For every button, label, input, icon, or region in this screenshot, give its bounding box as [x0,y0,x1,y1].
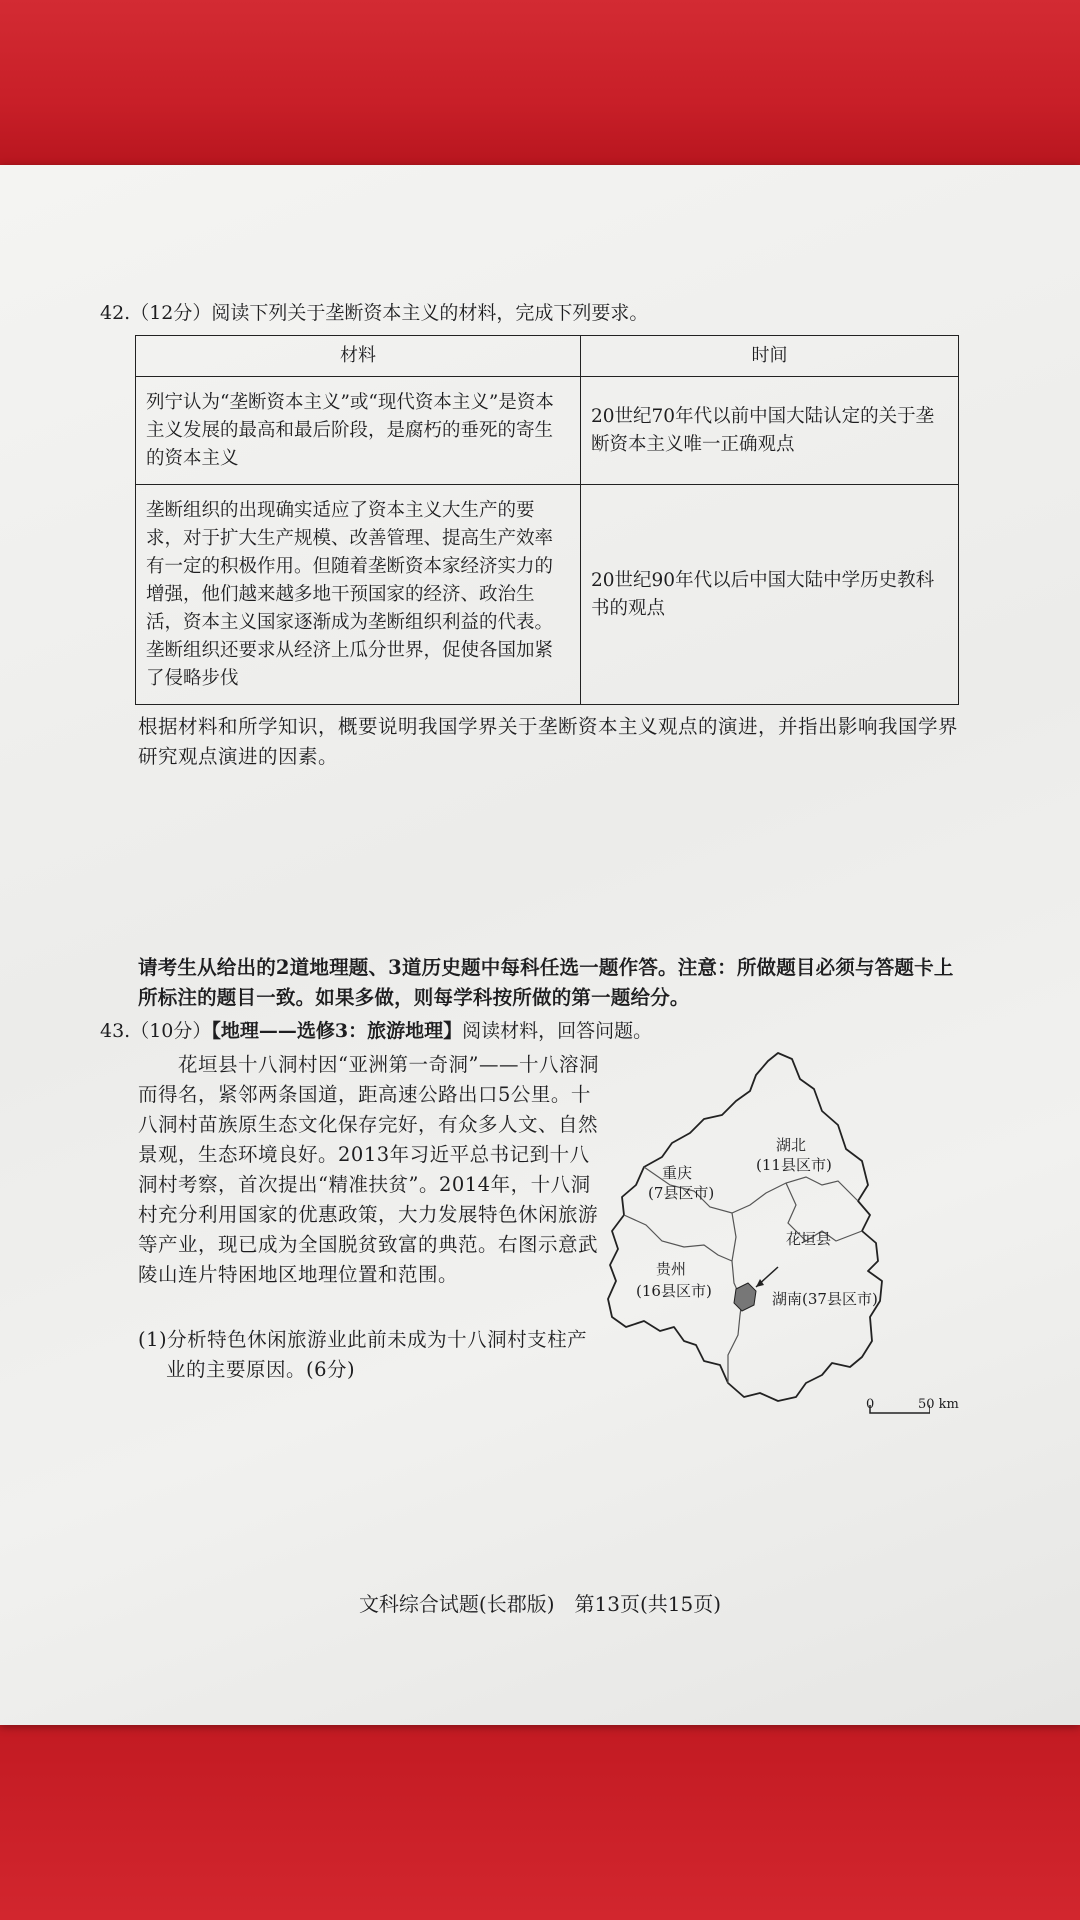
material-cell: 垄断组织的出现确实适应了资本主义大生产的要求，对于扩大生产规模、改善管理、提高生产效率有一定的积极作用。但随着垄断资本家经济实力的增强，他们越来越多地干预国家的经济、政治生活，资本主义国家逐渐成为垄断组织利益的代表。垄断组织还要求从经济上瓜分世界，促使各国加紧了侵略步伐 [136,485,581,705]
table-header-time: 时间 [581,336,959,377]
q43-tag: 【地理——选修3：旅游地理】 [211,1020,463,1042]
elective-instruction: 请考生从给出的2道地理题、3道历史题中每科任选一题作答。注意：所做题目必须与答题卡上所标注的题目一致。如果多做，则每学科按所做的第一题给分。 [138,956,954,1009]
border-chongqing [624,1215,732,1261]
table-header-row [136,336,959,377]
table-header-material: 材料 [136,336,581,377]
time-cell: 20世纪90年代以后中国大陆中学历史教科书的观点 [581,485,959,705]
red-background-top [0,0,1080,170]
label-chongqing-count: (7县区市) [648,1184,715,1202]
scale-zero: 0 [866,1397,875,1412]
huayuan-county-shape [734,1283,756,1311]
table-row [136,485,959,705]
label-guizhou-count: (16县区市) [636,1282,712,1300]
q43-passage: 花垣县十八洞村因“亚洲第一奇洞”——十八溶洞而得名，紧邻两条国道，距高速公路出口5公里。十八洞村苗族原生态文化保存完好，有众多人文、自然景观，生态环境良好。2013年习近平总书记到十八洞村考察，首次提出“精准扶贫”。2014年，十八洞村充分利用国家的优惠政策，大力发展特色休闲旅游等产业，现已成为全国脱贫致富的典范。右图示意武陵山连片特困地区地理位置和范围。 [138,1053,599,1286]
label-hunan: 湖南(37县区市) [772,1290,878,1308]
material-table [135,335,959,705]
label-chongqing: 重庆 [662,1164,693,1182]
page-footer: 文科综合试题(长郡版) 第13页(共15页) [358,1592,722,1616]
scale-label: 50 km [918,1397,959,1412]
label-guizhou: 贵州 [656,1260,687,1278]
region-outline [608,1053,882,1401]
q43-subquestion-1: (1)分析特色休闲旅游业此前未成为十八洞村支柱产业的主要原因。(6分) [138,1328,588,1381]
q43-lead: 阅读材料，回答问题。 [462,1020,653,1042]
q42-heading: 42.（12分）阅读下列关于垄断资本主义的材料，完成下列要求。 [100,302,649,324]
label-hubei: 湖北 [776,1136,807,1154]
wuling-mountain-area-map [600,1045,930,1445]
border-guizhou-hunan [728,1315,740,1383]
label-huayuan: 花垣县 [786,1230,832,1248]
material-cell: 列宁认为“垄断资本主义”或“现代资本主义”是资本主义发展的最高和最后阶段，是腐朽的垂死的寄生的资本主义 [136,377,581,485]
q43-heading [100,1018,652,1044]
table-row [136,377,959,485]
red-background-bottom [0,1720,1080,1920]
time-cell: 20世纪70年代以前中国大陆认定的关于垄断资本主义唯一正确观点 [581,377,959,485]
q43-number: 43.（10分） [100,1020,212,1042]
q42-question: 根据材料和所学知识，概要说明我国学界关于垄断资本主义观点的演进，并指出影响我国学界研究观点演进的因素。 [138,715,959,768]
label-hubei-count: (11县区市) [756,1156,832,1174]
